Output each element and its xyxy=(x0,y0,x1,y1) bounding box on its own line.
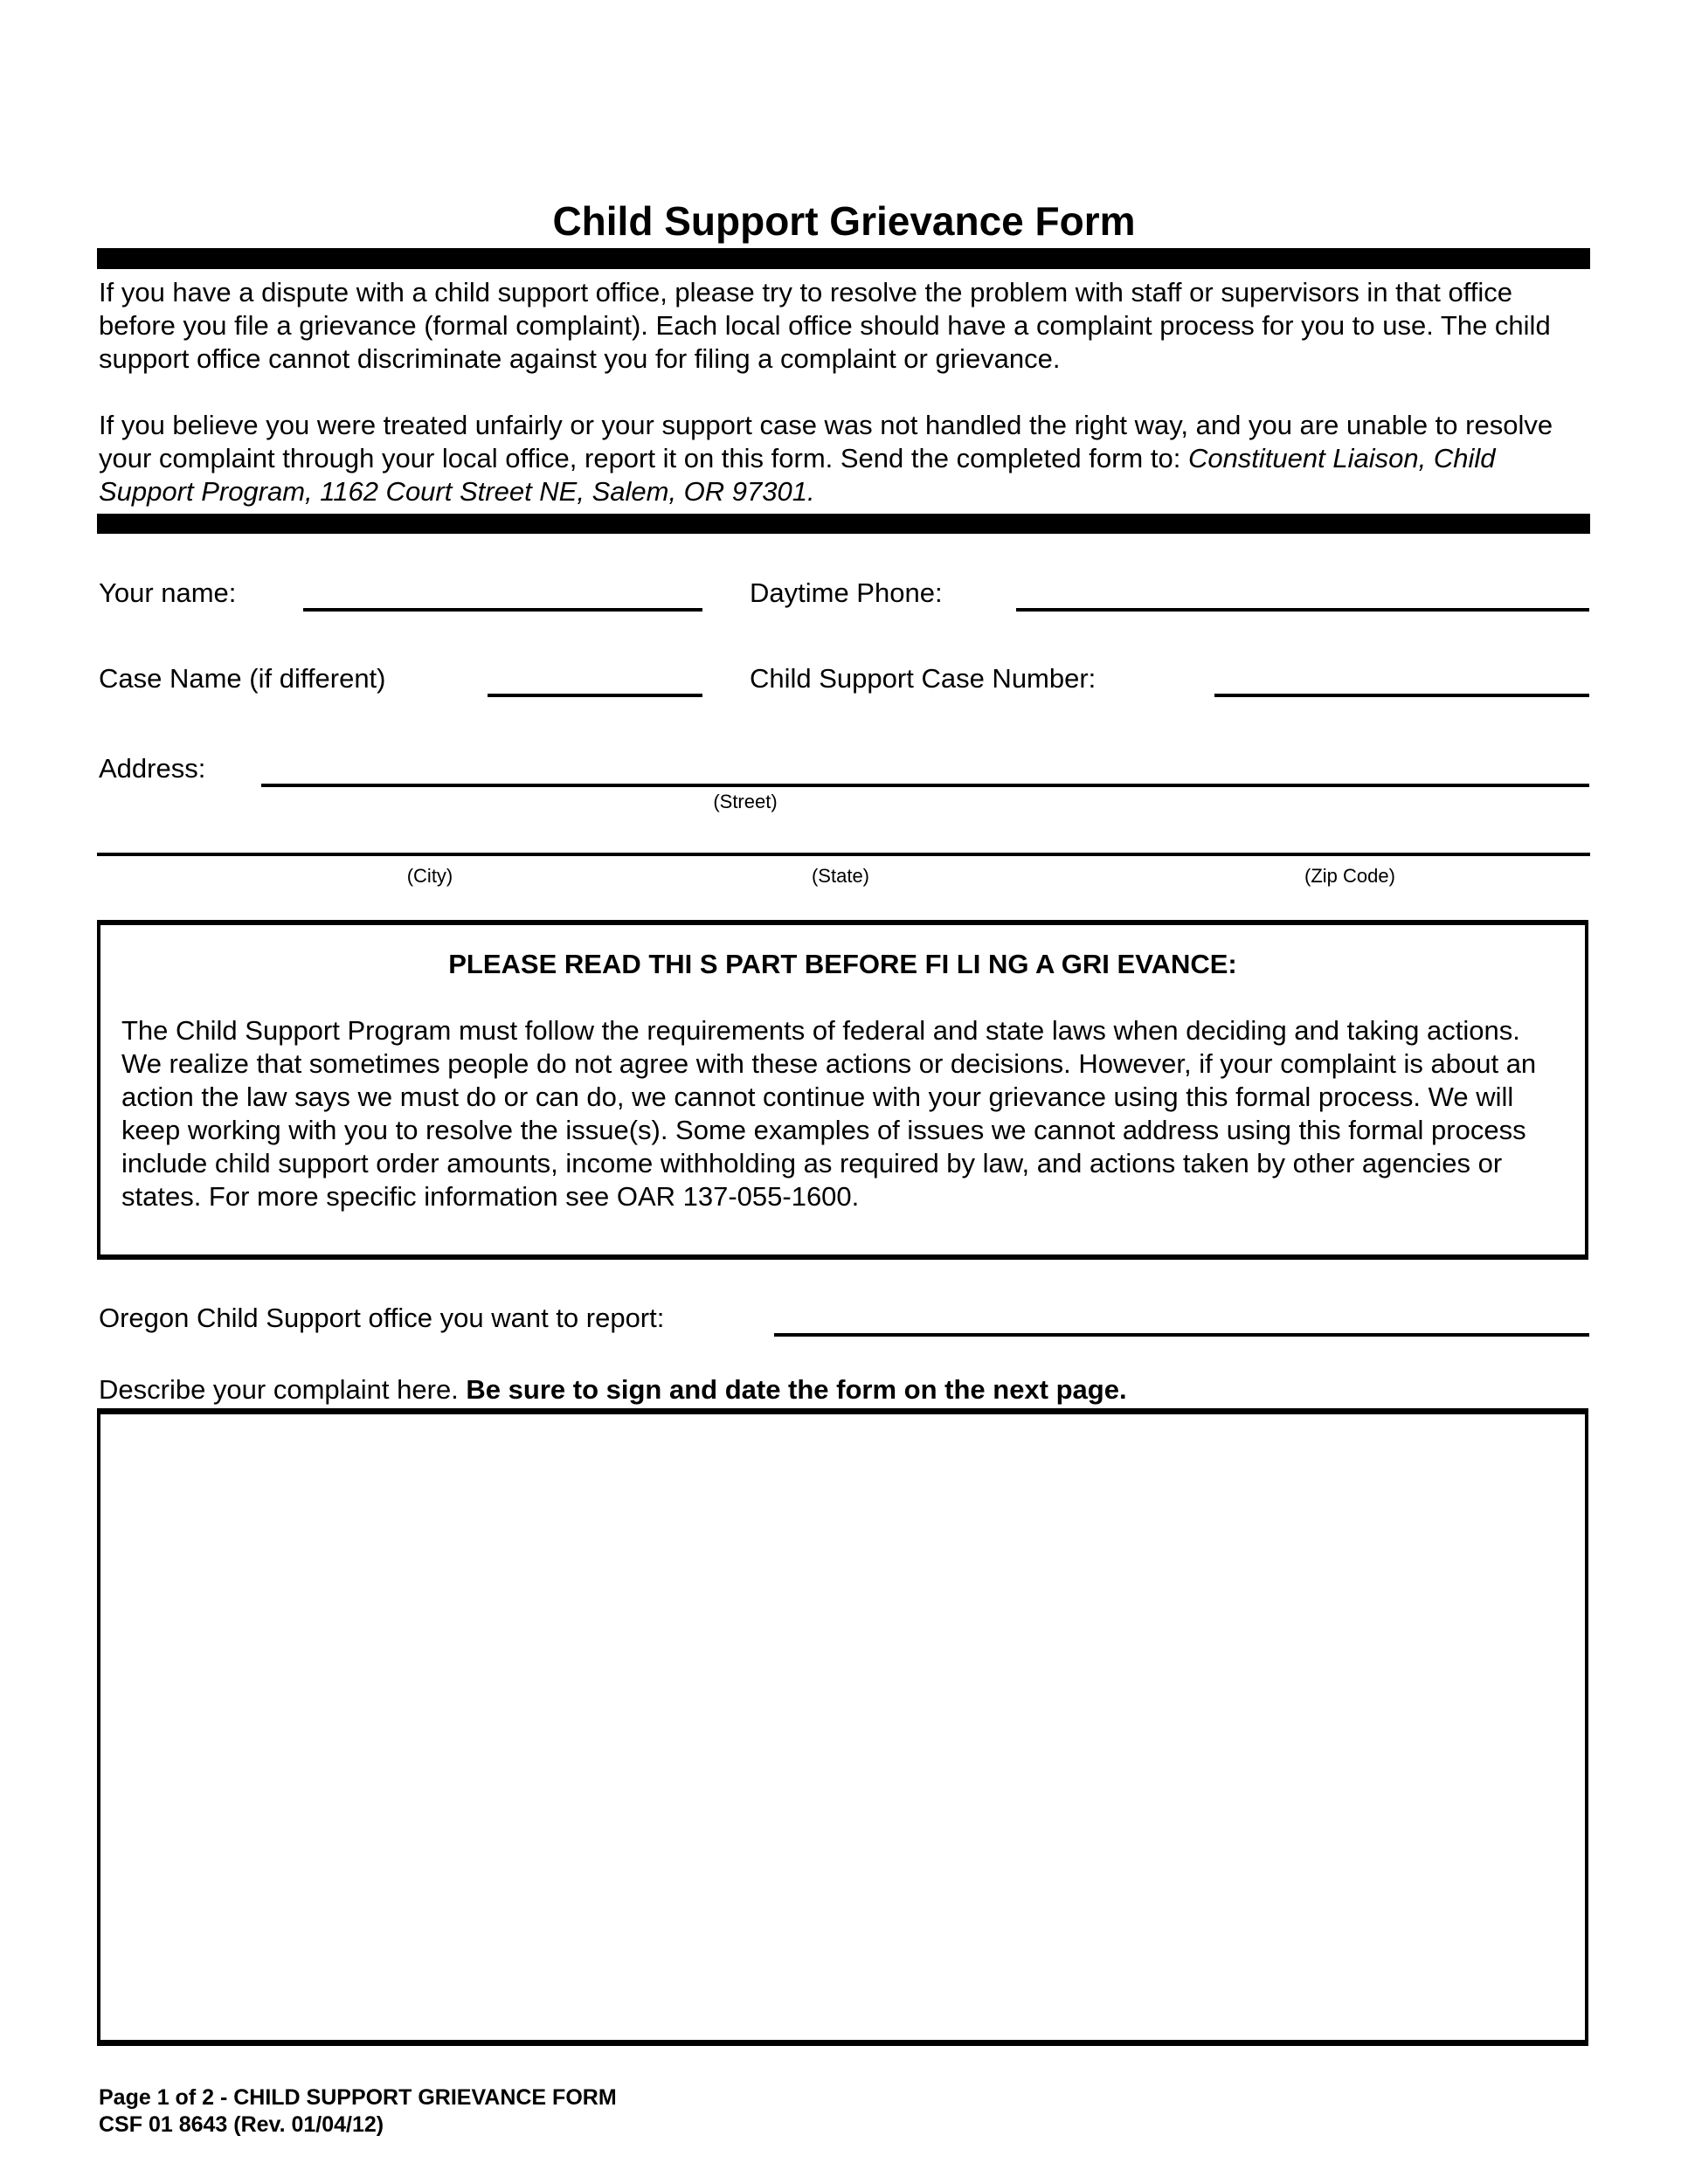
notice-heading: PLEASE READ THI S PART BEFORE FI LI NG A GRI EVANCE: xyxy=(448,949,1237,979)
page-footer xyxy=(99,2084,1596,2139)
section-rule xyxy=(97,514,1590,534)
case-number-label: Child Support Case Number: xyxy=(750,663,1097,694)
mailing-address: Constituent Liaison, Child Support Program, 1162 Court Street NE, Salem, OR 97301. xyxy=(99,443,1496,507)
page-title: Child Support Grievance Form xyxy=(552,198,1136,244)
zip-hint: (Zip Code) xyxy=(1304,865,1395,887)
case-row xyxy=(0,662,1688,699)
address-label: Address: xyxy=(99,753,206,784)
address-city-state-zip-input-line[interactable] xyxy=(97,853,1590,856)
notice-body: The Child Support Program must follow the requirements of federal and state laws when deciding and taking actions. We realize that sometimes people do not agree with these actions or decisions. However, if your complaint is about an action the law says we must do or can do, we cannot continue with your grievance using this formal process. We will keep working with you to resolve the issue(s). Some examples of issues we cannot address using this formal process include child support order amounts, income withholding as required by law, and actions taken by other agencies or states. For more specific information see OAR 137-055-1600. xyxy=(121,1015,1537,1212)
street-hint: (Street) xyxy=(713,791,778,812)
name-phone-row xyxy=(0,577,1688,613)
daytime-phone-input-line[interactable] xyxy=(1016,577,1589,612)
your-name-label: Your name: xyxy=(99,577,237,608)
state-hint: (State) xyxy=(811,865,870,887)
daytime-phone-label: Daytime Phone: xyxy=(750,577,943,608)
complaint-instructions xyxy=(99,1373,1596,1406)
complaint-label: Describe your complaint here. xyxy=(99,1374,467,1405)
footer-form-number: CSF 01 8643 (Rev. 01/04/12) xyxy=(99,2112,384,2137)
intro-paragraph-2-text: If you believe you were treated unfairly or your support case was not handled the right way, and you are unable to resolve your complaint through your local office, report it on this form. Send the completed form to: xyxy=(99,410,1553,473)
office-row xyxy=(0,1302,1688,1338)
address-row xyxy=(0,752,1688,789)
case-name-label: Case Name (if different) xyxy=(99,663,386,694)
footer-page-line: Page 1 of 2 - CHILD SUPPORT GRIEVANCE FORM xyxy=(99,2085,617,2110)
complaint-textarea[interactable] xyxy=(97,1408,1588,2046)
office-label: Oregon Child Support office you want to report: xyxy=(99,1303,665,1333)
intro-paragraph-2 xyxy=(99,409,1596,508)
your-name-input-line[interactable] xyxy=(303,577,702,612)
case-number-input-line[interactable] xyxy=(1214,662,1589,697)
case-name-input-line[interactable] xyxy=(488,662,702,697)
address-street-input-line[interactable] xyxy=(261,752,1589,787)
complaint-label-bold: Be sure to sign and date the form on the next page. xyxy=(466,1374,1127,1405)
title-rule xyxy=(97,248,1590,269)
intro-paragraph-1: If you have a dispute with a child support office, please try to resolve the problem with staff or supervisors in that office before you file a grievance (formal complaint). Each local office should have a complaint process for you to use. The child support office cannot discriminate against you for filing a complaint or grievance. xyxy=(99,277,1551,374)
city-hint: (City) xyxy=(406,865,453,887)
notice-box xyxy=(97,920,1588,1260)
office-input-line[interactable] xyxy=(774,1302,1589,1337)
